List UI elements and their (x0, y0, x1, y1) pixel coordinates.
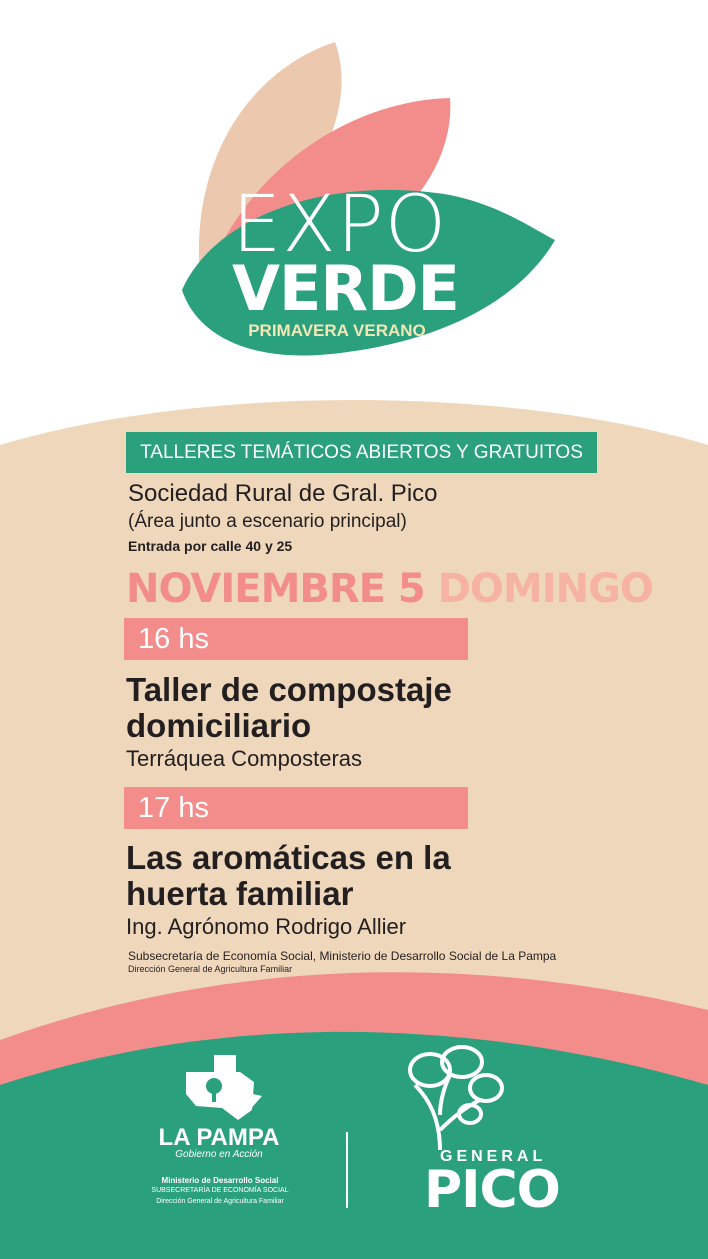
event-date (126, 566, 653, 612)
la-pampa-tagline: Gobierno en Acción (175, 1149, 263, 1160)
footer-divider (346, 1132, 348, 1208)
la-pampa-title: LA PAMPA (158, 1124, 280, 1151)
event-title-1-line2: domiciliario (126, 707, 312, 744)
workshops-banner: TALLERES TEMÁTICOS ABIERTOS Y GRATUITOS (126, 432, 597, 473)
event-title-2 (126, 840, 686, 912)
event-speaker-2: Ing. Agrónomo Rodrigo Allier (126, 914, 407, 939)
la-pampa-direccion: Dirección General de Agricultura Familiar (156, 1198, 284, 1205)
venue-name: Sociedad Rural de Gral. Pico (128, 480, 438, 507)
venue-area: (Área junto a escenario principal) (128, 511, 407, 532)
event-title-1 (126, 672, 686, 744)
date-weekday: DOMINGO (437, 566, 653, 612)
event-time-2: 17 hs (124, 787, 468, 829)
event-title-1-line1: Taller de compostaje (126, 671, 452, 708)
logo-subtitle: PRIMAVERA VERANO (248, 321, 426, 340)
event-title-2-line1: Las aromáticas en la (126, 839, 451, 876)
general-pico-top: GENERAL (440, 1148, 547, 1165)
la-pampa-ministry: Ministerio de Desarrollo Social (161, 1176, 279, 1185)
event-title-2-line2: huerta familiar (126, 875, 354, 912)
credit-line-1: Subsecretaría de Economía Social, Ministerio de Desarrollo Social de La Pampa (128, 949, 557, 963)
event-speaker-1: Terráquea Composteras (126, 746, 363, 771)
green-footer (0, 1032, 708, 1259)
credit-line-2: Dirección General de Agricultura Familiar (128, 964, 293, 974)
general-pico-bottom: PICO (424, 1160, 560, 1220)
venue-entry: Entrada por calle 40 y 25 (128, 538, 293, 554)
logo-expo: EXPO (232, 180, 448, 270)
date-month-day: NOVIEMBRE 5 (126, 566, 425, 612)
la-pampa-subsecretaria: SUBSECRETARÍA DE ECONOMÍA SOCIAL (151, 1187, 289, 1194)
logo-verde: VERDE (232, 252, 459, 325)
event-time-1: 16 hs (124, 618, 468, 660)
